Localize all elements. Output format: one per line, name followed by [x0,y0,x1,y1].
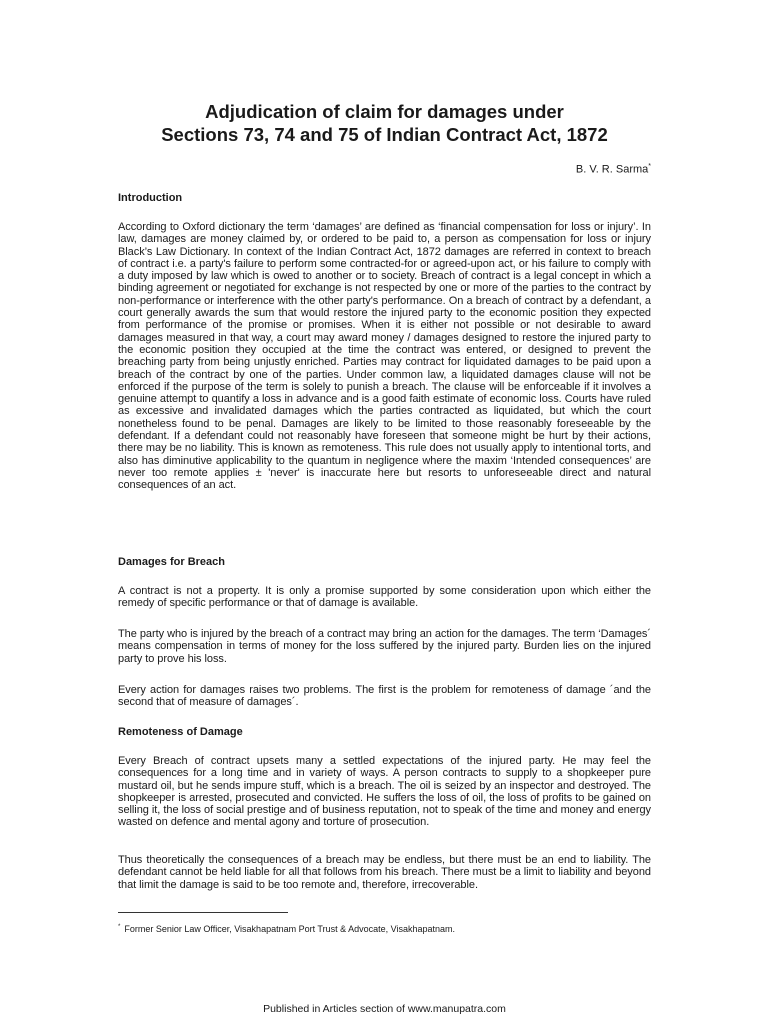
document-title [118,100,651,146]
introduction-heading: Introduction [118,192,183,204]
remoteness-paragraph-1: Every Breach of contract upsets many a settled expectations of the injured party. He may feel the consequences for a long time and in variety of ways. A person contracts to supply to a shopkeeper pure mustard oil, but he sends impure stuff, which is a breach. The oil is seized by an inspector and destroyed. The shopkeeper is arrested, prosecuted and convicted. He suffers the loss of oil, the loss of profits to be gained on selling it, the loss of social prestige and of business reputation, not to speak of the time and money and energy wasted on defence and mental agony and torture of prosecution. [118,755,651,829]
footnote-separator [118,912,288,913]
author-name: B. V. R. Sarma [575,163,649,176]
introduction-paragraph: According to Oxford dictionary the term ‘damages’ are defined as ‘financial compensation for loss or injury’. In law, damages are money claimed by, or ordered to be paid to, a person as compensation for loss or injury Black’s Law Dictionary. In context of the Indian Contract Act, 1872 damages are referred in context to breach of contract i.e. a party's failure to perform some contracted-for or agreed-upon act, or his failure to comply with a duty imposed by law which is owed to another or to society. Breach of contract is a legal concept in which a binding agreement or negotiated for exchange is not respected by one or more of the parties to the contract by non-performance or interference with the other party's performance. On a breach of contract by a defendant, a court generally awards the sum that would restore the injured party to the economic position they expected from performance of the promise or promises. When it is either not possible or not desirable to award damages measured in that way, a court may award money / damages designed to restore the injured party to the economic position they occupied at the time the contract was entered, or designed to prevent the breaching party from being unjustly enriched. Parties may contract for liquidated damages to be paid upon a breach of the contract by one of the parties. Under common law, a liquidated damages clause will not be enforced if the purpose of the term is solely to punish a breach. The clause will be enforceable if it involves a genuine attempt to quantify a loss in advance and is a good faith estimate of economic loss. Courts have ruled as excessive and invalidated damages which the parties contracted as liquidated, but which the court nonetheless found to be penal. Damages are likely to be limited to those reasonably foreseeable by the defendant. If a defendant could not reasonably have foreseen that someone might be hurt by their actions, there may be no liability. This is known as remoteness. This rule does not usually apply to intentional torts, and also has diminutive applicability to the quantum in negligence where the maxim ‘Intended consequences’ are never too remote applies ± 'never' is inaccurate here but resorts to unforeseeable direct and natural consequences of an act. [118,221,651,492]
damages-paragraph-3: Every action for damages raises two problems. The first is the problem for remoteness of damage ´and the second that of measure of damages´. [118,684,651,709]
footnote [118,922,455,935]
title-line-2: Sections 73, 74 and 75 of Indian Contract Act, 1872 [161,124,608,145]
footnote-marker: * [118,924,121,930]
document-page [118,0,651,1024]
title-line-1: Adjudication of claim for damages under [205,101,564,122]
author-footnote-marker: * [648,163,651,170]
damages-for-breach-heading: Damages for Breach [118,556,225,568]
author-byline [576,160,651,177]
damages-paragraph-1: A contract is not a property. It is only a promise supported by some consideration upon which either the remedy of specific performance or that of damage is available. [118,585,651,610]
remoteness-paragraph-2: Thus theoretically the consequences of a breach may be endless, but there must be an end to liability. The defendant cannot be held liable for all that follows from his breach. There must be a limit to liability and beyond that limit the damage is said to be too remote and, therefore, irrecoverable. [118,854,651,891]
footnote-text: Former Senior Law Officer, Visakhapatnam Port Trust & Advocate, Visakhapatnam. [124,924,456,934]
page-footer: Published in Articles section of www.manupatra.com [263,1003,506,1015]
damages-paragraph-2: The party who is injured by the breach of a contract may bring an action for the damages. The term ‘Damages´ means compensation in terms of money for the loss suffered by the injured party. Burden lies on the injured party to prove his loss. [118,628,651,665]
remoteness-heading: Remoteness of Damage [118,726,243,738]
